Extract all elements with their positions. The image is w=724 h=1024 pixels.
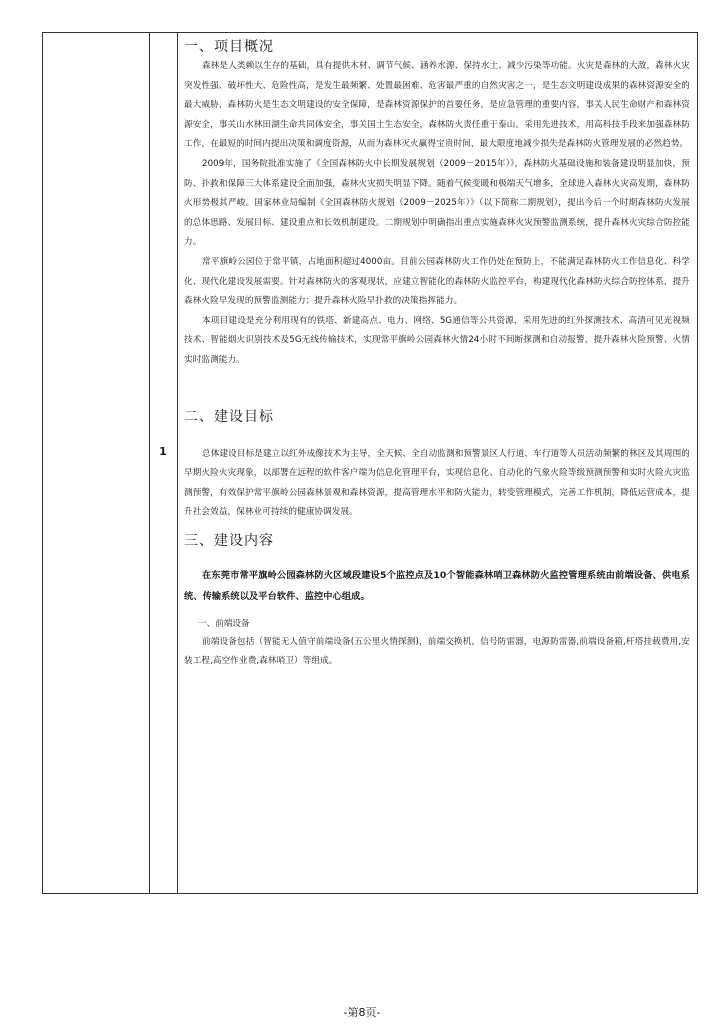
section-heading-goals: 二、建设目标 [184, 408, 274, 425]
paragraph-bold: 在东莞市常平旗岭公园森林防火区域段建设5个监控点及10个智能森林哨卫森林防火监控管理系统由前端设备、供电系统、传输系统以及平台软件、监控中心组成。 [184, 569, 690, 602]
document-table [42, 32, 698, 894]
paragraph: 常平旗岭公园位于常平镇，占地面积超过4000亩。目前公园森林防火工作仍处在预防上，不能满足森林防火工作信息化、科学化、现代化建设发展需要。针对森林防火的客观现状，应建立智能化的森林防火监控平台，构建现代化森林防火综合防控体系，提升森林火险早发现的预警监测能力；提升森林火险早扑救的决策指挥能力。 [184, 256, 690, 307]
row-number: 1 [159, 445, 167, 458]
paragraph: 前端设备包括（智能无人值守前端设备(五公里火情探测)，前端交换机，信号防雷器，电源防雷器,前端设备箱,杆塔挂载费用,安装工程,高空作业费,森林哨卫）等组成。 [184, 636, 690, 667]
paragraph: 总体建设目标是建立以红外成像技术为主导，全天候、全自动监测和预警景区人行道、车行道等人员活动频繁的林区及其周围的早期火险火灾现象，以部署在远程的软件客户端为信息化管理平台，实现信息化、自动化的气象火险等级预测预警和实时火险火灾监测预警，有效保护常平旗岭公园森林景观和森林资源，提高管理水平和防火能力，转变管理模式，完善工作机制，降低运营成本，提升社会效益，保林业可持续的健康协调发展。 [184, 448, 690, 518]
row-content [184, 37, 690, 672]
column-divider [177, 33, 178, 893]
subheading-frontend: 一、前端设备 [198, 618, 250, 629]
paragraph: 森林是人类赖以生存的基础，具有提供木材、调节气候、涵养水源、保持水土、减少污染等功能。火灾是森林的大敌，森林火灾突发性强、破坏性大、危险性高，是发生最频繁、处置最困难、危害最严重的自然灾害之一，是生态文明建设成果的森林资源安全的最大威胁，森林防火是生态文明建设的安全保障，是森林资源保护的首要任务，是应急管理的重要内容，事关人民生命财产和森林资源安全，事关山水林田湖生命共同体安全，事关国土生态安全，森林防火责任重于泰山。采用先进技术，用高科技手段来加强森林防工作，在最短的时间内提出决策和调度资源，从而为森林灭火赢得宝贵时间，最大限度地减少损失是森林防火管理发展的必然趋势。 [184, 61, 690, 150]
column-divider [149, 33, 150, 893]
page-number: -第8页- [343, 1006, 381, 1019]
section-heading-content: 三、建设内容 [184, 532, 274, 549]
paragraph: 2009年，国务院批准实施了《全国森林防火中长期发展规划（2009－2015年）》，森林防火基础设施和装备建设明显加快，预防、扑救和保障三大体系建设全面加强，森林火灾损失明显下降。随着气候变暖和极端天气增多，全球进入森林火灾高发期，森林防火形势极其严峻。国家林业局编制《全国森林防火规划（2009－2025年）》（以下简称二期规划），提出今后一个时期森林防火发展的总体思路、发展目标、建设重点和长效机制建设。二期规划中明确指出重点实施森林火灾预警监测系统，提升森林火灾综合防控能力。 [184, 158, 690, 248]
paragraph: 本项目建设是充分利用现有的铁塔、新建高点、电力、网络、5G通信等公共资源，采用先进的红外探测技术、高清可见光视频技术、智能烟火识别技术及5G无线传输技术，实现常平旗岭公园森林火情24小时不间断探测和自动报警，提升森林火险预警、火情实时监测能力。 [184, 315, 690, 365]
section-heading-overview: 一、项目概况 [184, 39, 274, 55]
